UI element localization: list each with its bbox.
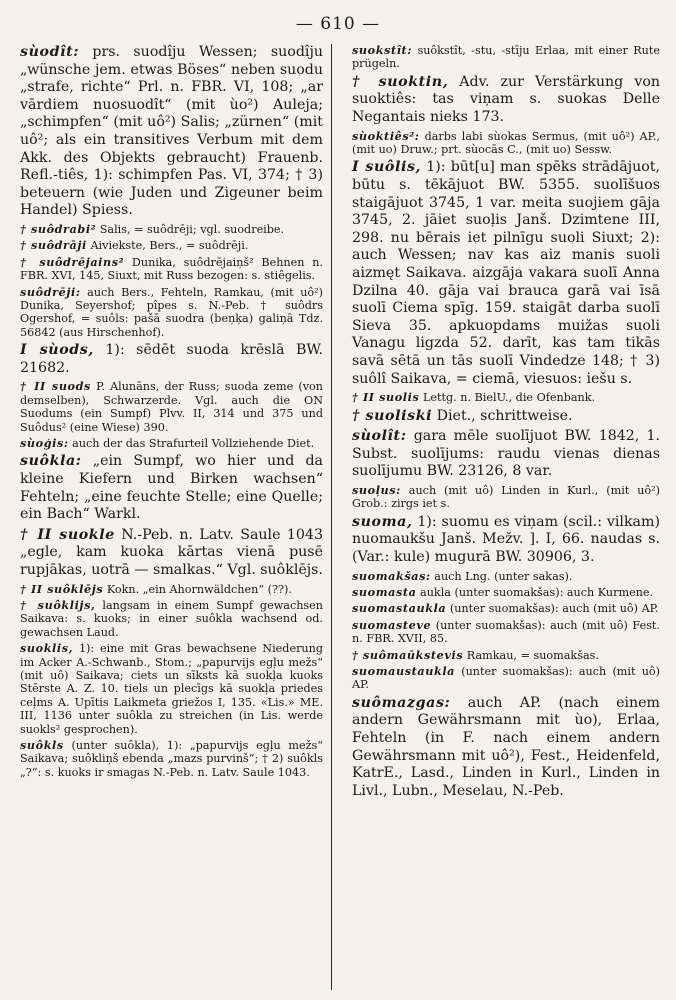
- entry-text: aukla (unter suomakšas): auch Kurmene.: [416, 585, 654, 599]
- dictionary-entry: [20, 453, 323, 523]
- dictionary-entry: [352, 649, 660, 662]
- dictionary-entry: [20, 437, 323, 450]
- dictionary-entry: [352, 44, 660, 71]
- entry-headword: † suôklijs,: [20, 597, 96, 612]
- entry-headword: suoļus:: [352, 482, 401, 497]
- dictionary-entry: [352, 408, 660, 426]
- entry-headword: suôdrēji:: [20, 284, 81, 299]
- entry-text: auch (mit uô) Linden in Kurl., (mit uô²) Grob.: zirgs iet s.: [352, 483, 660, 511]
- entry-headword: † II suokle: [20, 526, 115, 543]
- entry-headword: suomaustaukla: [352, 663, 456, 678]
- entry-text: Diet., schrittweise.: [432, 407, 573, 424]
- dictionary-entry: [20, 599, 323, 639]
- entry-text: auch Lng. (unter sakas).: [430, 569, 573, 583]
- entry-headword: I sùods,: [20, 342, 94, 359]
- entry-text: Aiviekste, Bers., = suôdrēji.: [86, 239, 249, 253]
- entry-text: Kokn. „ein Ahornwäldchen“ (??).: [103, 582, 292, 596]
- dictionary-entry: [352, 484, 660, 511]
- page-number: — 610 —: [295, 14, 381, 34]
- entry-text: Adv. zur Verstärkung von suoktiês: tas viņam s. suokas Delle Negantais nieks 173.: [352, 73, 660, 125]
- entry-headword: † II suolis: [352, 390, 420, 405]
- dictionary-entry: [20, 380, 323, 434]
- entry-headword: suômazgas:: [352, 694, 451, 711]
- dictionary-columns: [20, 44, 660, 990]
- entry-text: 1): būt[u] man spēks strādājuot, būtu s. tēkājuot BW. 5355. suolīšuos staigājuot 3745, 1 var. meita suojiem gāja 3745, 2. jāiet suoļis Janš. Dzimtene III, 298. nu bērais iet pilnīgu suoli Siuxt; 2): auch Wessen; nav kas aiz manis suoli aizmęt Saikava. aizgāja vakara suolī Anna Dzilna 40. gāja vai brauca garā vai īsā suolī Ciema spīg. 159. staigāt darba suolī Sieva 35. apkuopdams muižas suoli Vanagu ligzda 52. darīt, kas tam tikās savā sētā un tās suolī Vindedze 148; † 3) suôlî Saikava, = ciemā, viesuos: iešu s.: [352, 159, 660, 387]
- entry-text: Salis, = suôdrēji; vgl. suodreibe.: [96, 222, 285, 236]
- entry-text: Ramkau, = suomakšas.: [463, 648, 599, 662]
- entry-headword: suokstît:: [352, 44, 413, 57]
- dictionary-entry: [20, 286, 323, 340]
- entry-headword: † suoktin,: [352, 73, 449, 90]
- entry-text: 1): eine mit Gras bewachsene Niederung im Acker A.-Schwanb., Stom.; „papurvijs egļu mežs“ (mit uô) Saikava; ciets un sīksts kā suokļa kuoks Stērste A. Z. 10. tiels un plecīgs kā suokļa priedes ceļms A. Upītis Laikmeta griežos I, 135. «Lis.» ME. III, 1136 unter suôkla zu streichen (in Lis. werde suokls² gesprochen).: [20, 642, 323, 736]
- dictionary-entry: [20, 527, 323, 580]
- entry-text: auch Bers., Fehteln, Ramkau, (mit uô²) Dunika, Seyershof; pîpes s. N.-Peb. † suôdrs Ogershof, = suôls: pašā suodra (beņķa) galiņā Tdz. 56842 (aus Hirschenhof).: [20, 285, 323, 339]
- entry-text: (unter suomakšas): auch (mit uô) AP.: [352, 664, 660, 692]
- entry-text: prs. suodîju Wessen; suodîju „wünsche jem. etwas Böses“ neben suodu „strafe, richte“ Prl. n. FBR. VI, 108; „ar vārdiem nuosuodît“ (mit ùo²) Auleja; „schimpfen“ (mit uô²) Salis; „zürnen“ (mit uô²; als ein transitives Verbum mit dem Akk. des Objekts gebraucht) Frauenb. Refl.-tiês, 1): schimpfen Pas. VI, 374; † 3) beteuern (wie Juden und Zigeuner beim Handel) Spiess.: [20, 44, 323, 219]
- entry-text: 1): suomu es viņam (scil.: vilkam) nuomaukšu Janš. Mežv. ]. I, 66. naudas s. (Var.: kule) mugurā BW. 30906, 3.: [352, 513, 660, 565]
- entry-headword: † suôdrējains²: [20, 254, 125, 269]
- entry-headword: † II suôklējs: [20, 581, 104, 596]
- entry-headword: suôkla:: [20, 453, 82, 470]
- entry-headword: sùoktiês²:: [352, 128, 420, 143]
- dictionary-entry: [352, 602, 660, 615]
- dictionary-entry: [20, 256, 323, 283]
- entry-text: Lettg. n. BielU., die Ofenbank.: [419, 391, 596, 405]
- dictionary-entry: [352, 665, 660, 692]
- dictionary-entry: [352, 130, 660, 157]
- entry-headword: I suôlis,: [352, 159, 422, 176]
- dictionary-entry: [352, 391, 660, 404]
- entry-text: (unter suomakšas): auch (mit uô) AP.: [446, 602, 659, 616]
- entry-text: auch der das Strafurteil Vollziehende Diet.: [68, 437, 315, 450]
- entry-headword: † suômaūkstevis: [352, 647, 464, 662]
- entry-headword: suomakšas:: [352, 568, 431, 583]
- entry-headword: suoklis,: [20, 641, 74, 656]
- dictionary-entry: [20, 239, 323, 252]
- dictionary-entry: [352, 695, 660, 801]
- entry-text: (unter suomakšas): auch (mit uô) Fest. n. FBR. XVII, 85.: [352, 618, 660, 646]
- dictionary-entry: [20, 44, 323, 220]
- dictionary-entry: [20, 739, 323, 779]
- entry-headword: † suôdrabi²: [20, 221, 97, 236]
- entry-headword: sùodît:: [20, 44, 80, 60]
- entry-text: P. Alunāns, der Russ; suoda zeme (von demselben), Schwarzerde. Vgl. auch die ON Suodums (ein Sumpf) Plvv. II, 314 und 375 und Suôdus² (eine Wiese) 390.: [20, 380, 324, 434]
- entry-headword: † suôdrāji: [20, 238, 87, 253]
- dictionary-entry: [352, 514, 660, 567]
- entry-headword: suomastaukla: [352, 601, 447, 616]
- entry-headword: sùoģis:: [20, 436, 69, 450]
- entry-headword: † II suods: [20, 379, 91, 394]
- entry-text: (unter suôkla), 1): „papurvijs egļu mežs“ Saikava; suôkliņš ebenda „mazs purvinš“; † 2) suôkls „?“: s. kuoks ir smagas N.-Peb. n. Latv. Saule 1043.: [20, 739, 323, 779]
- dictionary-entry: [352, 428, 660, 481]
- entry-headword: suomasta: [352, 584, 417, 599]
- entry-text: langsam in einem Sumpf gewachsen Saikava: s. kuoks; in einer suôkla wachsend od. gewachsen Laud.: [20, 598, 323, 639]
- dictionary-entry: [352, 74, 660, 127]
- entry-text: gara mēle suolījuot BW. 1842, 1. Subst. suolījums: raudu vienas dienas suolījumu BW. 23126, 8 var.: [352, 428, 660, 480]
- entry-text: Dunika, suôdrējaiņš² Behnen n. FBR. XVI, 145, Siuxt, mit Russ bezogen: s. stiêgelis.: [20, 255, 323, 283]
- entry-text: N.-Peb. n. Latv. Saule 1043 „egle, kam kuoka kārtas vienā pusē rupjākas, uotrā — smalkas.“ Vgl. suôklējs.: [20, 526, 323, 578]
- dictionary-entry: [352, 619, 660, 646]
- entry-headword: † suoliski: [352, 407, 433, 424]
- dictionary-entry: [20, 342, 323, 377]
- dictionary-entry: [352, 159, 660, 388]
- entry-headword: suomasteve: [352, 617, 432, 632]
- entry-headword: suôkls: [20, 738, 64, 753]
- dictionary-entry: [20, 642, 323, 736]
- entry-text: darbs labi sùokas Sermus, (mit uô²) AP., (mit uo) Druw.; prt. sùocās C., (mit uo) Sessw.: [352, 129, 660, 156]
- entry-text: „ein Sumpf, wo hier und da kleine Kiefern und Birken wachsen“ Fehteln; „eine feuchte Stelle; eine Quelle; ein Bach“ Warkl.: [20, 453, 323, 523]
- dictionary-entry: [20, 223, 323, 236]
- left-column: [20, 44, 332, 990]
- entry-headword: suoma,: [352, 513, 413, 530]
- dictionary-entry: [352, 570, 660, 583]
- dictionary-entry: [20, 583, 323, 596]
- dictionary-entry: [352, 586, 660, 599]
- entry-headword: sùolît:: [352, 428, 407, 445]
- entry-text: auch AP. (nach einem andern Gewährsmann mit ùo), Erlaa, Fehteln (in F. nach einem andern Gewährsmann mit uô²), Fest., Heidenfeld, KatrE., Lasd., Linden in Kurl., Linden in Livl., Lubn., Meselau, N.-Peb.: [352, 694, 660, 799]
- right-column: [344, 44, 660, 990]
- entry-text: 1): sēdēt suoda krēslā BW. 21682.: [20, 342, 323, 376]
- entry-text: suôkstît, -stu, -stīju Erlaa, mit einer Rute prügeln.: [352, 44, 660, 71]
